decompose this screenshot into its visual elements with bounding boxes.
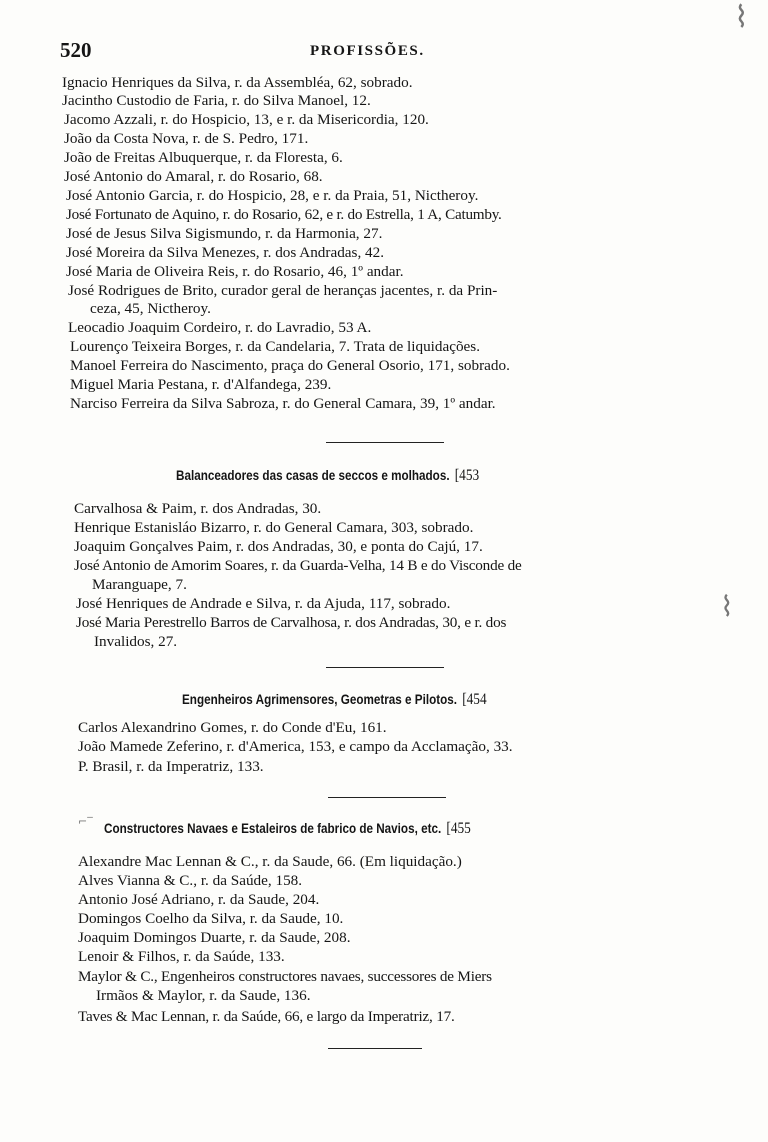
list-item: Alexandre Mac Lennan & C., r. da Saude, 66. (Em liquidação.) — [78, 853, 462, 870]
section-divider — [328, 797, 446, 798]
list-item: José Antonio Garcia, r. do Hospicio, 28, e r. da Praia, 51, Nictheroy. — [66, 187, 479, 204]
list-item: José de Jesus Silva Sigismundo, r. da Harmonia, 27. — [66, 225, 383, 242]
list-item: José Maria Perestrello Barros de Carvalhosa, r. dos Andradas, 30, e r. dos — [76, 614, 507, 631]
margin-mark-icon: ⌇ — [720, 590, 734, 623]
list-item: Miguel Maria Pestana, r. d'Alfandega, 239. — [70, 376, 332, 393]
section-number: [455 — [446, 820, 471, 837]
section-divider — [326, 442, 444, 443]
list-item: Lenoir & Filhos, r. da Saúde, 133. — [78, 948, 285, 965]
section-title: Balanceadores das casas de seccos e molhados. — [176, 468, 450, 483]
list-item-continuation: Maranguape, 7. — [92, 576, 187, 593]
list-item: João de Freitas Albuquerque, r. da Floresta, 6. — [64, 149, 343, 166]
list-item: Carvalhosa & Paim, r. dos Andradas, 30. — [74, 500, 322, 517]
list-item: Taves & Mac Lennan, r. da Saúde, 66, e largo da Imperatriz, 17. — [78, 1008, 455, 1025]
list-item: João Mamede Zeferino, r. d'America, 153, e campo da Acclamação, 33. — [78, 738, 513, 755]
list-item: José Fortunato de Aquino, r. do Rosario, 62, e r. do Estrella, 1 A, Catumby. — [66, 206, 502, 223]
list-item: Antonio José Adriano, r. da Saude, 204. — [78, 891, 320, 908]
list-item: José Maria de Oliveira Reis, r. do Rosario, 46, 1º andar. — [66, 263, 404, 280]
list-item: Joaquim Gonçalves Paim, r. dos Andradas, 30, e ponta do Cajú, 17. — [74, 538, 483, 555]
list-item: P. Brasil, r. da Imperatriz, 133. — [78, 758, 264, 775]
list-item: José Rodrigues de Brito, curador geral de heranças jacentes, r. da Prin- — [68, 282, 498, 299]
list-item: Narciso Ferreira da Silva Sabroza, r. do General Camara, 39, 1º andar. — [70, 395, 496, 412]
section-number: [453 — [454, 467, 480, 484]
section-heading-balanceadores — [176, 467, 479, 485]
section-heading-constructores — [104, 820, 471, 838]
list-item-continuation: Irmãos & Maylor, r. da Saude, 136. — [96, 987, 311, 1004]
ink-mark-icon: ⌐‾ — [78, 815, 93, 828]
list-item: Domingos Coelho da Silva, r. da Saude, 10. — [78, 910, 344, 927]
section-title: Engenheiros Agrimensores, Geometras e Pilotos. — [182, 692, 458, 707]
list-item: José Moreira da Silva Menezes, r. dos Andradas, 42. — [66, 244, 385, 261]
list-item: Maylor & C., Engenheiros constructores navaes, successores de Miers — [78, 968, 492, 985]
list-item: José Henriques de Andrade e Silva, r. da Ajuda, 117, sobrado. — [76, 595, 451, 612]
list-item-continuation: ceza, 45, Nictheroy. — [90, 300, 211, 317]
list-item: Henrique Estanisláo Bizarro, r. do General Camara, 303, sobrado. — [74, 519, 474, 536]
list-item: Jacintho Custodio de Faria, r. do Silva Manoel, 12. — [62, 92, 371, 109]
list-item: Jacomo Azzali, r. do Hospicio, 13, e r. da Misericordia, 120. — [64, 111, 429, 128]
list-item: Manoel Ferreira do Nascimento, praça do General Osorio, 171, sobrado. — [70, 357, 510, 374]
section-title: Constructores Navaes e Estaleiros de fabrico de Navios, etc. — [104, 821, 442, 836]
list-item-continuation: Invalidos, 27. — [94, 633, 178, 650]
list-item: Lourenço Teixeira Borges, r. da Candelaria, 7. Trata de liquidações. — [70, 338, 481, 355]
list-item: Alves Vianna & C., r. da Saúde, 158. — [78, 872, 303, 889]
running-title: PROFISSÕES. — [310, 43, 425, 59]
list-item: Carlos Alexandrino Gomes, r. do Conde d'Eu, 161. — [78, 719, 387, 736]
section-heading-engenheiros — [182, 691, 487, 709]
list-item: João da Costa Nova, r. de S. Pedro, 171. — [64, 130, 309, 147]
page-number: 520 — [60, 38, 92, 62]
section-divider — [326, 667, 444, 668]
page-header — [60, 38, 440, 62]
list-item: Leocadio Joaquim Cordeiro, r. do Lavradio, 53 A. — [68, 319, 372, 336]
list-item: José Antonio de Amorim Soares, r. da Guarda-Velha, 14 B e do Visconde de — [74, 557, 522, 574]
list-item: Ignacio Henriques da Silva, r. da Assembléa, 62, sobrado. — [62, 74, 413, 91]
section-number: [454 — [462, 691, 487, 708]
list-item: José Antonio do Amaral, r. do Rosario, 68. — [64, 168, 323, 185]
list-item: Joaquim Domingos Duarte, r. da Saude, 208. — [78, 929, 351, 946]
section-divider — [328, 1048, 422, 1049]
margin-mark-icon: ⌇ — [734, 0, 749, 35]
